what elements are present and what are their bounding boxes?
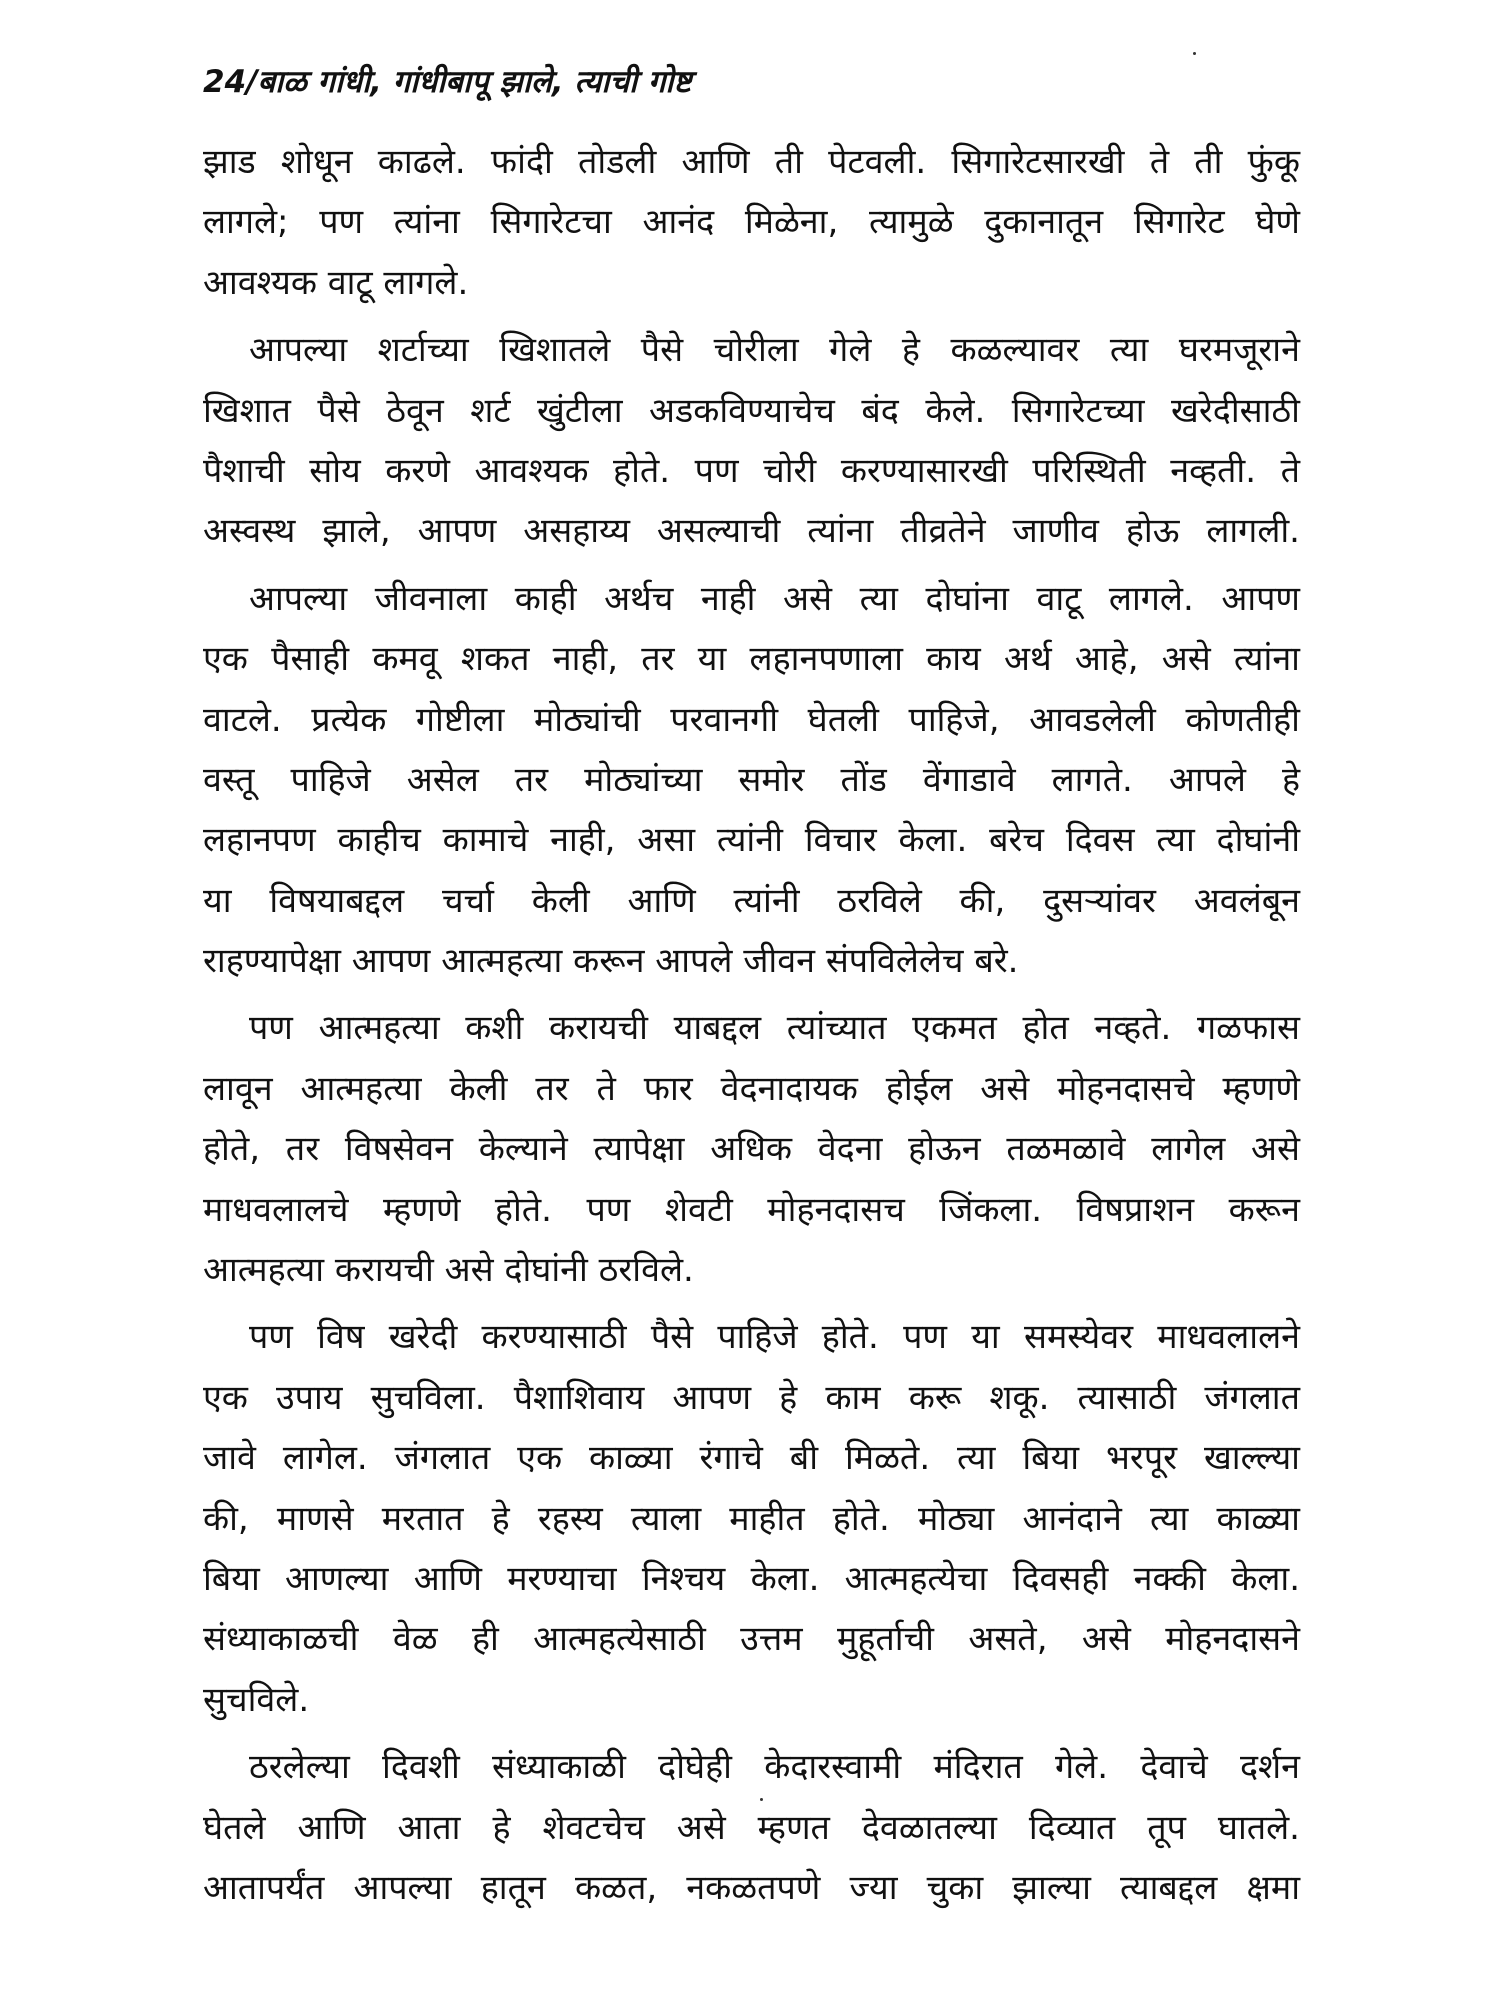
text-line: एक उपाय सुचविला. पैशाशिवाय आपण हे काम करू शकू. त्यासाठी जंगलात: [203, 1377, 1300, 1418]
scan-speck: [760, 1798, 763, 1801]
text-line: या विषयाबद्दल चर्चा केली आणि त्यांनी ठरविले की, दुसऱ्यांवर अवलंबून: [203, 880, 1300, 921]
text-line: की, माणसे मरतात हे रहस्य त्याला माहीत होते. मोठ्या आनंदाने त्या काळ्या: [203, 1498, 1300, 1539]
text-line: पैशाची सोय करणे आवश्यक होते. पण चोरी करण्यासारखी परिस्थिती नव्हती. ते: [203, 450, 1300, 491]
text-line: सुचविले.: [203, 1679, 310, 1720]
text-line: घेतले आणि आता हे शेवटचेच असे म्हणत देवळातल्या दिव्यात तूप घातले.: [203, 1807, 1300, 1848]
text-line: वाटले. प्रत्येक गोष्टीला मोठ्यांची परवानगी घेतली पाहिजे, आवडलेली कोणतीही: [203, 699, 1300, 740]
text-line: लहानपण काहीच कामाचे नाही, असा त्यांनी विचार केला. बरेच दिवस त्या दोघांनी: [203, 820, 1300, 861]
text-line: माधवलालचे म्हणणे होते. पण शेवटी मोहनदासच जिंकला. विषप्राशन करून: [203, 1189, 1300, 1230]
text-line: होते, तर विषसेवन केल्याने त्यापेक्षा अधिक वेदना होऊन तळमळावे लागेल असे: [203, 1129, 1300, 1170]
text-line: लावून आत्महत्या केली तर ते फार वेदनादायक होईल असे मोहनदासचे म्हणणे: [203, 1068, 1300, 1109]
text-line: ठरलेल्या दिवशी संध्याकाळी दोघेही केदारस्वामी मंदिरात गेले. देवाचे दर्शन: [249, 1747, 1300, 1788]
paragraph-4: [203, 998, 1300, 1300]
scan-speck: [1193, 52, 1196, 55]
text-line: पण आत्महत्या कशी करायची याबद्दल त्यांच्यात एकमत होत नव्हते. गळफास: [249, 1008, 1300, 1049]
text-line: पण विष खरेदी करण्यासाठी पैसे पाहिजे होते. पण या समस्येवर माधवलालने: [249, 1317, 1300, 1358]
paragraph-6: [203, 1737, 1300, 1918]
text-line: आवश्यक वाटू लागले.: [203, 262, 469, 303]
text-line: खिशात पैसे ठेवून शर्ट खुंटीला अडकविण्याचेच बंद केले. सिगारेटच्या खरेदीसाठी: [203, 390, 1300, 431]
text-line: लागले; पण त्यांना सिगारेटचा आनंद मिळेना, त्यामुळे दुकानातून सिगारेट घेणे: [203, 202, 1300, 243]
text-line: अस्वस्थ झाले, आपण असहाय्य असल्याची त्यांना तीव्रतेने जाणीव होऊ लागली.: [203, 511, 1300, 552]
text-line: एक पैसाही कमवू शकत नाही, तर या लहानपणाला काय अर्थ आहे, असे त्यांना: [203, 639, 1300, 680]
body-text: [203, 132, 1300, 1918]
text-line: वस्तू पाहिजे असेल तर मोठ्यांच्या समोर तोंड वेंगाडावे लागते. आपले हे: [203, 759, 1300, 800]
running-header: 24/बाळ गांधी, गांधीबापू झाले, त्याची गोष्ट: [203, 64, 692, 100]
paragraph-2: [203, 320, 1300, 562]
text-line: बिया आणल्या आणि मरण्याचा निश्चय केला. आत्महत्येचा दिवसही नक्की केला.: [203, 1558, 1300, 1599]
text-line: आपल्या जीवनाला काही अर्थच नाही असे त्या दोघांना वाटू लागले. आपण: [249, 578, 1300, 619]
text-line: संध्याकाळची वेळ ही आत्महत्येसाठी उत्तम मुहूर्ताची असते, असे मोहनदासने: [203, 1619, 1300, 1660]
text-line: आत्महत्या करायची असे दोघांनी ठरविले.: [203, 1250, 694, 1291]
text-line: झाड शोधून काढले. फांदी तोडली आणि ती पेटवली. सिगारेटसारखी ते ती फुंकू: [203, 142, 1300, 182]
text-line: आतापर्यंत आपल्या हातून कळत, नकळतपणे ज्या चुका झाल्या त्याबद्दल क्षमा: [203, 1867, 1300, 1908]
paragraph-1: [203, 132, 1300, 313]
text-line: राहण्यापेक्षा आपण आत्महत्या करून आपले जीवन संपविलेलेच बरे.: [203, 941, 1019, 982]
paragraph-5: [203, 1307, 1300, 1730]
text-line: जावे लागेल. जंगलात एक काळ्या रंगाचे बी मिळते. त्या बिया भरपूर खाल्ल्या: [203, 1438, 1300, 1479]
text-line: आपल्या शर्टाच्या खिशातले पैसे चोरीला गेले हे कळल्यावर त्या घरमजूराने: [249, 330, 1300, 371]
paragraph-3: [203, 569, 1300, 992]
